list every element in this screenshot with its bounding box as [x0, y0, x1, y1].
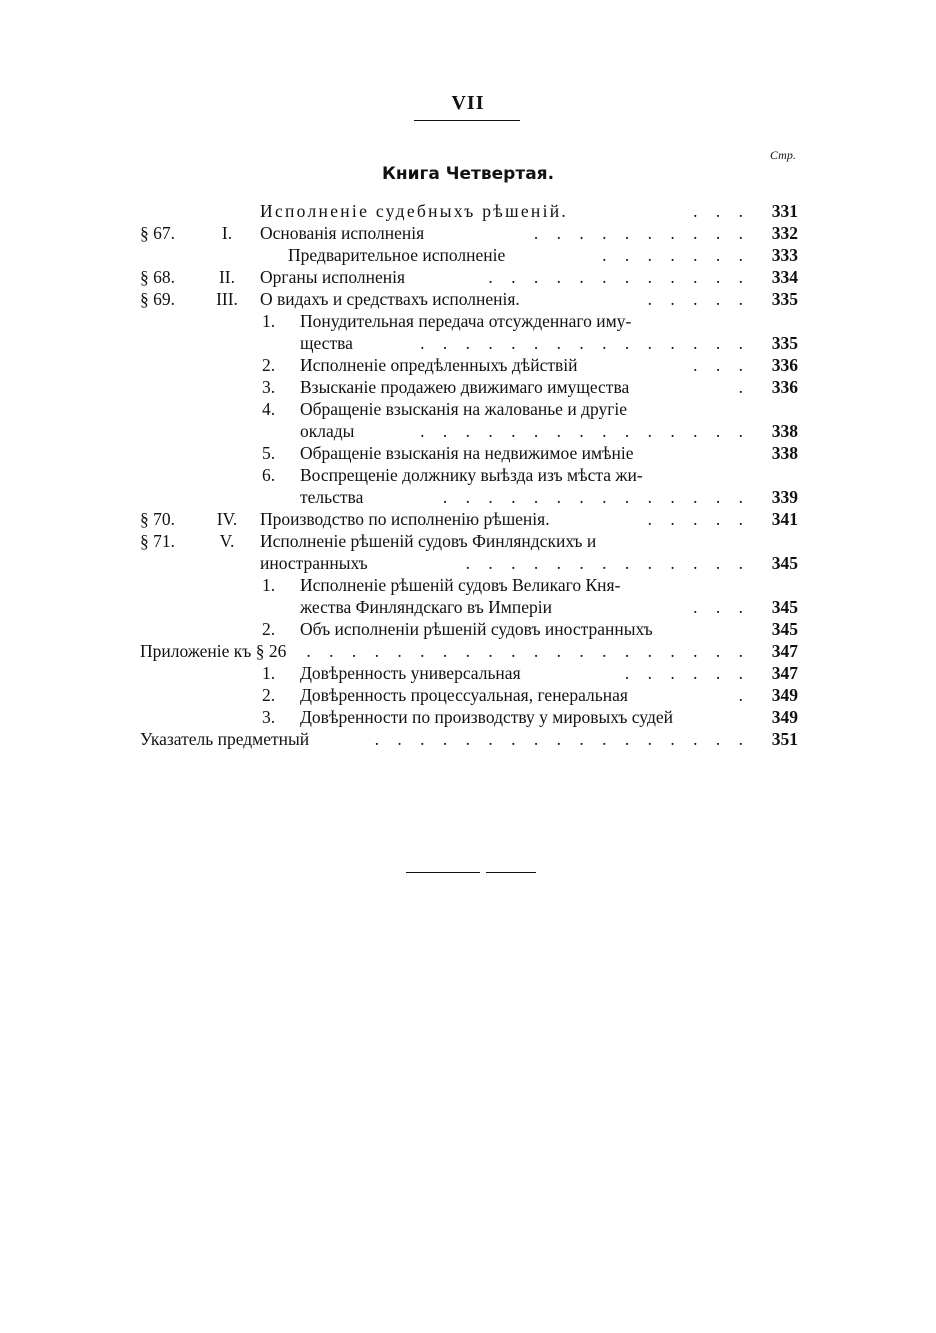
toc-row [0, 508, 936, 530]
toc-entry-text: О видахъ и средствахъ исполненія. [260, 289, 520, 309]
toc-entry-text: Исполненіе рѣшеній судовъ Финляндскихъ и [260, 531, 597, 551]
toc-page-number: 349 [771, 707, 798, 727]
toc-page-number: 349 [771, 685, 798, 705]
toc-section-number: § 68. [140, 267, 175, 287]
toc-page-number: 338 [771, 421, 798, 441]
toc-entry-text: иностранныхъ [260, 553, 368, 573]
toc-leader-dots: . . . . . . . . . . . . . . [442, 487, 750, 507]
toc-item-number: 5. [262, 443, 276, 463]
toc-leader-dots: . . . [693, 201, 750, 221]
end-rule-left [406, 872, 480, 873]
toc-item-number: 3. [262, 707, 276, 727]
toc-section-number: Указатель предметный [140, 729, 310, 749]
toc-row [0, 332, 936, 354]
toc-leader-dots: . . . . . . . . . . . . . [465, 553, 750, 573]
toc-page-number: 339 [771, 487, 798, 507]
toc-chapter-numeral: III. [216, 289, 238, 309]
toc-page-number: 345 [771, 553, 798, 573]
book-title: Книга Четвертая. [381, 164, 555, 184]
page-column-label: Стр. [770, 148, 796, 162]
toc-page-number: 332 [771, 223, 798, 243]
toc-item-number: 3. [262, 377, 276, 397]
toc-entry-text: Понудительная передача отсужденнаго иму- [300, 311, 632, 331]
toc-entry-text: Производство по исполненію рѣшенія. [260, 509, 550, 529]
toc-leader-dots: . . . [693, 597, 750, 617]
toc-row [0, 310, 936, 332]
toc-entry-text: Довѣренности по производству у мировыхъ судей [300, 707, 673, 727]
toc-page-number: 338 [771, 443, 798, 463]
toc-section-number: § 67. [140, 223, 175, 243]
toc-entry-text: Обращеніе взысканія на недвижимое имѣніе [300, 443, 634, 463]
toc-row [0, 684, 936, 706]
toc-entry-text: Довѣренность универсальная [300, 663, 521, 683]
toc-row [0, 420, 936, 442]
toc-row [0, 244, 936, 266]
toc-leader-dots: . . . . . . . . . . . . . . . [420, 333, 750, 353]
toc-row [0, 706, 936, 728]
toc-page-number: 333 [771, 245, 798, 265]
toc-row [0, 376, 936, 398]
toc-leader-dots: . . . . . [647, 289, 750, 309]
toc-entry-text: жества Финляндскаго въ Имперіи [300, 597, 552, 617]
toc-chapter-numeral: IV. [216, 509, 238, 529]
toc-row [0, 552, 936, 574]
toc-entry-text: Взысканіе продажею движимаго имущества [300, 377, 630, 397]
toc-leader-dots: . . . . . . . . . . [533, 223, 750, 243]
toc-section-number: § 71. [140, 531, 175, 551]
toc-row [0, 266, 936, 288]
toc-chapter-numeral: V. [219, 531, 235, 551]
toc-entry-text: Предварительное исполненіе [288, 245, 506, 265]
toc-item-number: 2. [262, 355, 276, 375]
toc-row [0, 222, 936, 244]
page-number: VII [451, 92, 485, 114]
toc-row [0, 596, 936, 618]
toc-part-title: Исполненіе судебныхъ рѣшеній. [260, 201, 569, 221]
toc-item-number: 2. [262, 619, 276, 639]
toc-section-number: Приложеніе къ § 26 [140, 641, 287, 661]
toc-page-number: 345 [771, 597, 798, 617]
toc-page-number: 335 [771, 289, 798, 309]
toc-item-number: 1. [262, 311, 276, 331]
toc-item-number: 4. [262, 399, 276, 419]
toc-page-number: 331 [771, 201, 798, 221]
toc-page-number: 335 [771, 333, 798, 353]
toc-page-number: 334 [771, 267, 798, 287]
toc-page-number: 336 [771, 355, 798, 375]
toc-row [0, 530, 936, 552]
toc-item-number: 1. [262, 663, 276, 683]
toc-leader-dots: . . . . . . . . . . . . . . . . . [374, 729, 750, 749]
toc-row [0, 398, 936, 420]
toc-row [0, 640, 936, 662]
toc-entry-text: Объ исполненіи рѣшеній судовъ иностранныхъ [300, 619, 653, 639]
toc-row [0, 662, 936, 684]
toc-leader-dots: . . . . . [647, 509, 750, 529]
page-number-rule [414, 120, 520, 121]
toc-entry-text: тельства [300, 487, 364, 507]
toc-row [0, 288, 936, 310]
toc-page-number: 336 [771, 377, 798, 397]
toc-row [0, 486, 936, 508]
toc-entry-text: Обращеніе взысканія на жалованье и другіе [300, 399, 628, 419]
toc-leader-dots: . . . . . . [624, 663, 750, 683]
toc-row [0, 728, 936, 750]
toc-row [0, 200, 936, 222]
toc-item-number: 1. [262, 575, 276, 595]
end-rule-right [486, 872, 536, 873]
toc-leader-dots: . . . . . . . . . . . . . . . . . . . . [306, 641, 750, 661]
toc-page-number: 351 [771, 729, 798, 749]
toc-row [0, 354, 936, 376]
toc-entry-text: Исполненіе рѣшеній судовъ Великаго Кня- [300, 575, 621, 595]
toc-page-number: 341 [771, 509, 798, 529]
toc-section-number: § 70. [140, 509, 175, 529]
toc-row [0, 618, 936, 640]
toc-section-number: § 69. [140, 289, 175, 309]
toc-entry-text: Органы исполненія [260, 267, 405, 287]
toc-leader-dots: . . . . . . . [602, 245, 750, 265]
toc-leader-dots: . . . [693, 355, 750, 375]
toc-entry-text: щества [300, 333, 353, 353]
toc-entry-text: Довѣренность процессуальная, генеральная [300, 685, 628, 705]
toc-page-number: 347 [771, 663, 798, 683]
toc-entry-text: Основанія исполненія [260, 223, 425, 243]
toc-page-number: 345 [771, 619, 798, 639]
toc-leader-dots: . [738, 685, 750, 705]
toc-leader-dots: . . . . . . . . . . . . [488, 267, 750, 287]
toc-leader-dots: . . . . . . . . . . . . . . . [420, 421, 750, 441]
toc-chapter-numeral: II. [218, 267, 236, 287]
toc-row [0, 464, 936, 486]
toc-entry-text: оклады [300, 421, 355, 441]
toc-entry-text: Исполненіе опредѣленныхъ дѣйствій [300, 355, 578, 375]
toc-item-number: 6. [262, 465, 276, 485]
toc-row [0, 442, 936, 464]
toc-page-number: 347 [771, 641, 798, 661]
toc-entry-text: Воспрещеніе должнику выѣзда изъ мѣста жи- [300, 465, 643, 485]
toc-item-number: 2. [262, 685, 276, 705]
toc-leader-dots: . [738, 377, 750, 397]
toc-chapter-numeral: I. [221, 223, 233, 243]
toc-row [0, 574, 936, 596]
